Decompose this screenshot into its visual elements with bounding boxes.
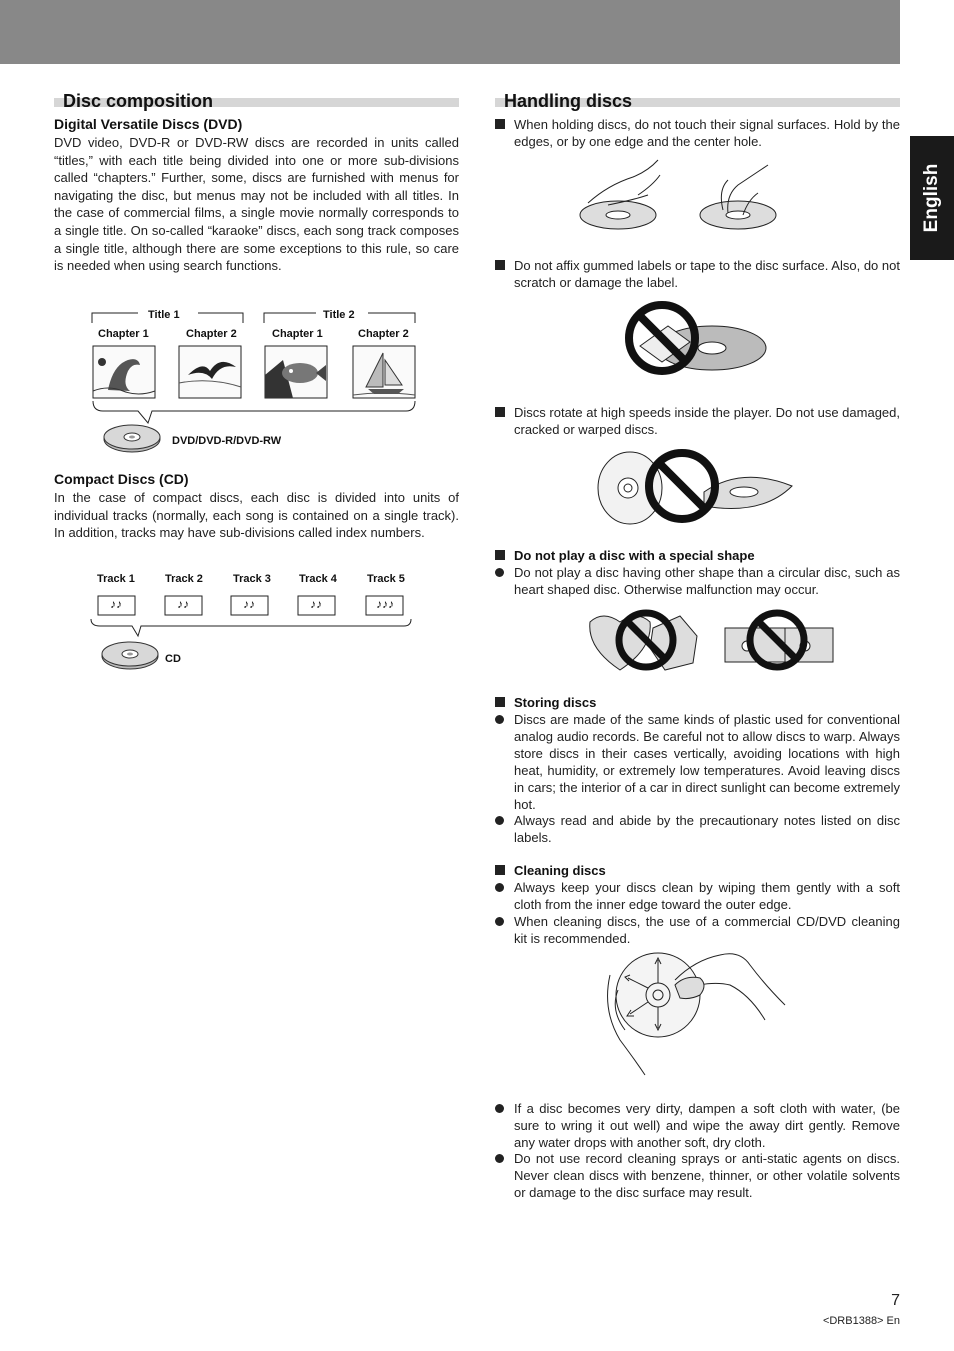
disc-cleaning-illustration (600, 950, 790, 1080)
track-label: Track 1 (97, 573, 135, 585)
rotation-item: Discs rotate at high speeds inside the player. Do not use damaged, cracked or warped discs. (495, 404, 900, 438)
storing-title: Storing discs (495, 694, 900, 711)
top-banner (0, 0, 900, 64)
music-note-icon: ♪♪ (243, 597, 255, 611)
music-note-icon: ♪♪ (177, 597, 189, 611)
storing-bullet: Always read and abide by the precautionary notes listed on disc labels. (495, 812, 900, 846)
no-damaged-discs-illustration (592, 446, 802, 530)
round-bullet-icon (495, 568, 504, 577)
page-number: 7 (891, 1292, 900, 1309)
special-shape-discs-illustration (585, 608, 835, 674)
special-shape-title: Do not play a disc with a special shape (495, 547, 900, 564)
cd-disc-label: CD (165, 653, 181, 665)
special-shape-bullet: Do not play a disc having other shape than a circular disc, such as heart shaped disc. Otherwise malfunction may occur. (495, 564, 900, 598)
language-tab-label: English (921, 163, 942, 233)
square-bullet-icon (495, 550, 505, 560)
section-title: Disc composition (63, 91, 214, 111)
no-labels-illustration (620, 298, 770, 380)
chapter-label: Chapter 2 (186, 328, 237, 340)
track-label: Track 2 (165, 573, 203, 585)
round-bullet-icon (495, 715, 504, 724)
square-bullet-icon (495, 865, 505, 875)
title-1-label: Title 1 (148, 309, 180, 321)
track-label: Track 3 (233, 573, 271, 585)
square-bullet-icon (495, 119, 505, 129)
section-title: Handling discs (504, 91, 633, 111)
round-bullet-icon (495, 1154, 504, 1163)
chapter-label: Chapter 2 (358, 328, 409, 340)
dvd-paragraph: DVD video, DVD-R or DVD-RW discs are recorded in units called “titles,” with each title being divided into one or more sub-divisions called “chapters.” Further, some, discs are furnished with menus for navigating the disc, but menus may not be included with all titles. In the case of commercial films, a single movie normally corresponds to a single title. On so-called “karaoke” discs, each song track composes a single title, although there are some exceptions to this rule, so care is needed when using search functions. (54, 135, 459, 274)
cd-subheading: Compact Discs (CD) (54, 471, 189, 487)
cleaning-bullet: When cleaning discs, the use of a commercial CD/DVD cleaning kit is recommended. (495, 913, 900, 947)
document-code: <DRB1388> En (822, 1315, 900, 1327)
cd-disc-icon (102, 642, 158, 669)
round-bullet-icon (495, 883, 504, 892)
cleaning-bullet: Always keep your discs clean by wiping them gently with a soft cloth from the inner edge toward the outer edge. (495, 879, 900, 913)
cleaning-extra-bullet: Do not use record cleaning sprays or anti-static agents on discs. Never clean discs with benzene, thinner, or other volatile solvents or damage to the disc surface may result. (495, 1150, 900, 1201)
track-label: Track 4 (299, 573, 337, 585)
track-label: Track 5 (367, 573, 405, 585)
round-bullet-icon (495, 917, 504, 926)
square-bullet-icon (495, 407, 505, 417)
chapter-label: Chapter 1 (98, 328, 149, 340)
dvd-subheading: Digital Versatile Discs (DVD) (54, 116, 243, 132)
storing-bullet: Discs are made of the same kinds of plastic used for conventional analog audio records. Be careful not to allow discs to warp. Always store discs in their cases vertically, avoiding locations with high heat, humidity, or extremely low temperatures. Avoid leaving discs in cars; the interior of a car in direct sunlight can become extremely hot. (495, 711, 900, 813)
hand-holding-disc-illustration (578, 155, 778, 235)
dvd-disc-label: DVD/DVD-R/DVD-RW (172, 435, 282, 447)
language-tab (910, 136, 954, 260)
square-bullet-icon (495, 697, 505, 707)
cd-paragraph: In the case of compact discs, each disc is divided into units of individual tracks (normally, each song is contained on a single track). In addition, tracks may have sub-divisions called index numbers. (54, 490, 459, 541)
disc-composition-heading (54, 88, 459, 116)
cleaning-extra-bullet: If a disc becomes very dirty, dampen a soft cloth with water, (be sure to wring it out well) and wipe the away dirt gently. Remove any water drops with another soft, dry cloth. (495, 1100, 900, 1151)
round-bullet-icon (495, 816, 504, 825)
music-note-icon: ♪♪ (310, 597, 322, 611)
holding-item: When holding discs, do not touch their signal surfaces. Hold by the edges, or by one edge and the center hole. (495, 116, 900, 150)
dvd-disc-icon (104, 425, 160, 452)
labels-item: Do not affix gummed labels or tape to the disc surface. Also, do not scratch or damage the label. (495, 257, 900, 291)
music-note-icon: ♪♪ (110, 597, 122, 611)
square-bullet-icon (495, 260, 505, 270)
music-note-icon: ♪♪♪ (376, 597, 394, 611)
handling-discs-heading (495, 88, 900, 116)
title-2-label: Title 2 (323, 309, 355, 321)
round-bullet-icon (495, 1104, 504, 1113)
chapter-label: Chapter 1 (272, 328, 323, 340)
cleaning-title: Cleaning discs (495, 862, 900, 879)
